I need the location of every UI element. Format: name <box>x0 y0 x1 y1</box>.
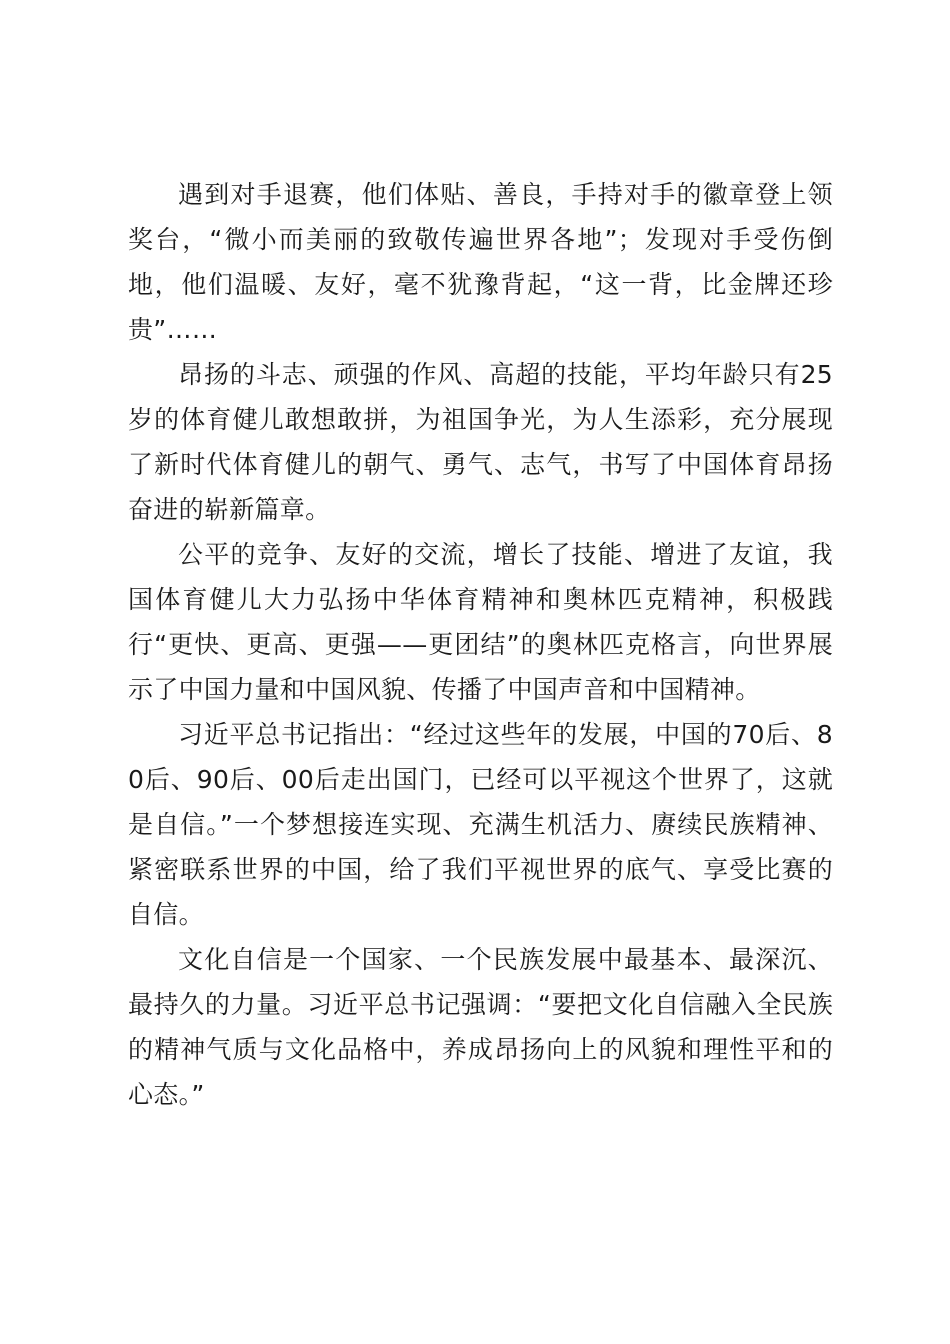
document-body <box>128 172 833 1117</box>
paragraph-2: 昂扬的斗志、顽强的作风、高超的技能，平均年龄只有25岁的体育健儿敢想敢拼，为祖国争光，为人生添彩，充分展现了新时代体育健儿的朝气、勇气、志气，书写了中国体育昂扬奋进的崭新篇章。 <box>128 360 833 524</box>
paragraph-5: 文化自信是一个国家、一个民族发展中最基本、最深沉、最持久的力量。习近平总书记强调：“要把文化自信融入全民族的精神气质与文化品格中，养成昂扬向上的风貌和理性平和的心态。” <box>128 945 833 1109</box>
paragraph-3: 公平的竞争、友好的交流，增长了技能、增进了友谊，我国体育健儿大力弘扬中华体育精神和奥林匹克精神，积极践行“更快、更高、更强——更团结”的奥林匹克格言，向世界展示了中国力量和中国风貌、传播了中国声音和中国精神。 <box>128 540 833 704</box>
paragraph-1: 遇到对手退赛，他们体贴、善良，手持对手的徽章登上领奖台，“微小而美丽的致敬传遍世界各地”；发现对手受伤倒地，他们温暖、友好，毫不犹豫背起，“这一背，比金牌还珍贵”…… <box>128 180 833 344</box>
paragraph-4: 习近平总书记指出：“经过这些年的发展，中国的70后、80后、90后、00后走出国门，已经可以平视这个世界了，这就是自信。”一个梦想接连实现、充满生机活力、赓续民族精神、紧密联系世界的中国，给了我们平视世界的底气、享受比赛的自信。 <box>128 720 833 929</box>
